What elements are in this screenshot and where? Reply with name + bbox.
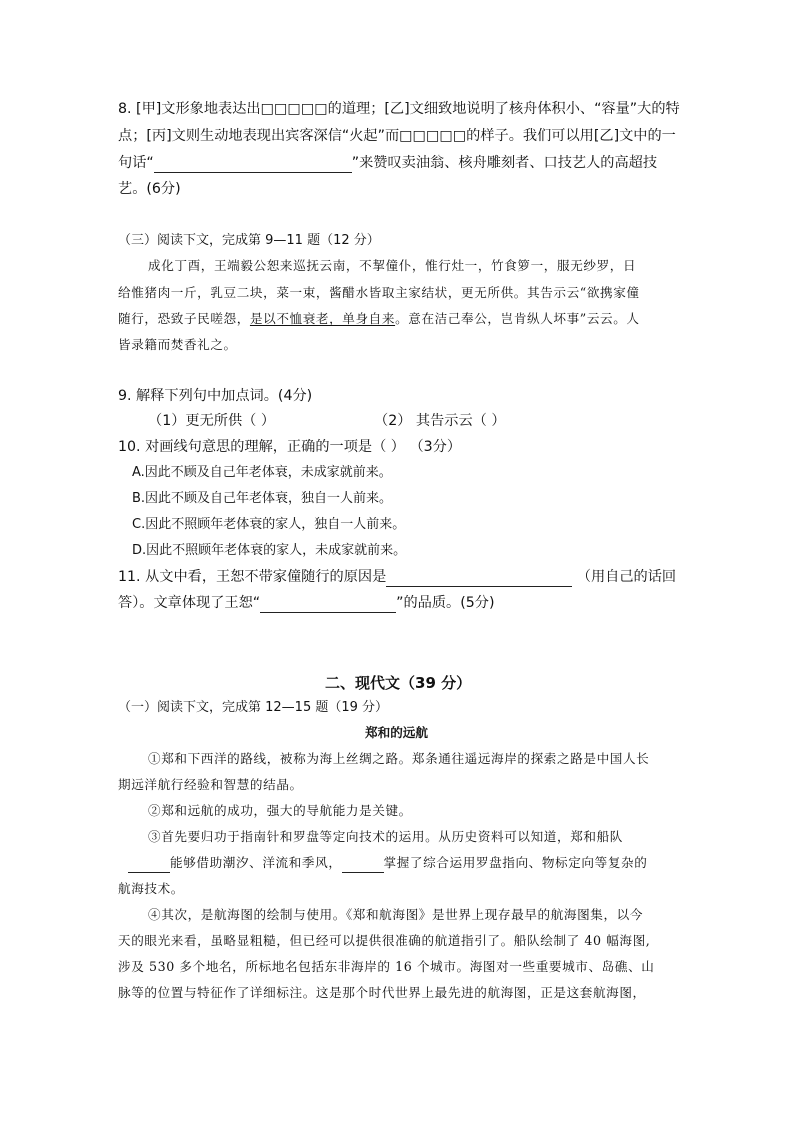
passage-line-3-pre: 随行，恐致子民嗟怨， [118, 311, 250, 326]
underlined-sentence: 是以不恤衰老，单身自来 [249, 311, 396, 326]
passage-line-4: 皆录籍而焚香礼之。 [118, 337, 237, 352]
q9-item-1: （1）更无所供（ ） [148, 413, 276, 429]
q8-line-3-pre: 句话“ [118, 155, 154, 171]
passage-line-3-post: 。意在洁己奉公，岂肯纵人坏事”云云。人 [395, 311, 640, 326]
q11-line-1 [118, 567, 676, 587]
article-p3-line-2 [128, 853, 647, 873]
q8-line-1: 8. [甲]文形象地表达出□□□□□的道理；[乙]文细致地说明了核舟体积小、“容量”大的特 [118, 101, 680, 117]
q9-stem: 9. 解释下列句中加点词。(4分) [118, 388, 313, 404]
q8-answer-blank[interactable] [154, 157, 352, 173]
q10-option-a[interactable]: A.因此不顾及自己年老体衰，未成家就前来。 [132, 465, 392, 480]
passage-line-2: 给惟猪肉一斤，乳豆二块，菜一束，酱醋水皆取主家结状，更无所供。其告示云“欲携家僮 [118, 285, 640, 300]
q11-reason-blank[interactable] [386, 571, 572, 587]
article-p4-line-3: 涉及 530 多个地名，所标地名包括东非海岸的 16 个城市。海图对一些重要城市、岛礁、山 [118, 959, 655, 974]
q8-line-3-post: ”来赞叹卖油翁、核舟雕刻者、口技艺人的高超技 [351, 155, 658, 171]
article-p2: ②郑和远航的成功，强大的导航能力是关键。 [148, 803, 412, 818]
article-blank-1[interactable] [128, 858, 170, 873]
q11-line-2-post: ”的品质。(5分) [396, 595, 495, 611]
article-blank-2[interactable] [342, 858, 384, 873]
article-p3-line-1: ③首先要归功于指南针和罗盘等定向技术的运用。从历史资料可以知道，郑和船队 [148, 829, 623, 844]
part2-heading: 二、现代文（39 分） [325, 674, 472, 692]
section3-heading: （三）阅读下文，完成第 9—11 题（12 分） [118, 233, 380, 248]
q11-line-2-pre: 答）。文章体现了王恕“ [118, 595, 261, 611]
passage-line-3 [118, 309, 640, 329]
q8-line-2: 点；[丙]文则生动地表现出宾客深信“火起”而□□□□□的样子。我们可以用[乙]文中的一 [118, 128, 676, 144]
article-p3-line-2-mid: 能够借助潮汐、洋流和季风， [170, 855, 342, 870]
article-p4-line-2: 天的眼光来看，虽略显粗糙，但已经可以提供很准确的航道指引了。船队绘制了 40 幅海图, [118, 933, 651, 948]
q10-stem: 10. 对画线句意思的理解，正确的一项是（ ） （3分） [118, 439, 462, 455]
article-p1-line-1: ①郑和下西洋的路线，被称为海上丝绸之路。郑条通往遥远海岸的探索之路是中国人长 [148, 751, 650, 766]
q11-quality-blank[interactable] [260, 597, 396, 613]
article-p1-line-2: 期远洋航行经验和智慧的结晶。 [118, 777, 303, 792]
article-p3-line-2-post: 掌握了综合运用罗盘指向、物标定向等复杂的 [383, 855, 648, 870]
q11-line-2 [118, 593, 495, 613]
article-p3-line-3: 航海技术。 [118, 881, 184, 896]
q9-item-2: （2） 其告示云（ ） [374, 413, 506, 429]
q10-option-c[interactable]: C.因此不照顾年老体衰的家人，独自一人前来。 [132, 517, 406, 532]
q11-line-1-pre: 11. 从文中看，王恕不带家僮随行的原因是 [118, 569, 387, 585]
article-title: 郑和的远航 [365, 725, 428, 740]
article-p4-line-4: 脉等的位置与特征作了详细标注。这是那个时代世界上最先进的航海图，正是这套航海图， [118, 985, 646, 1000]
q11-line-1-post: （用自己的话回 [572, 569, 677, 585]
q8-line-4: 艺。(6分) [118, 181, 181, 197]
q8-line-3 [118, 153, 657, 173]
passage-line-1: 成化丁酉，王端毅公恕来巡抚云南，不挈僮仆，惟行灶一，竹食箩一，服无纱罗，日 [148, 258, 637, 273]
article-p4-line-1: ④其次，是航海图的绘制与使用。《郑和航海图》是世界上现存最早的航海图集，以今 [148, 907, 644, 922]
q10-option-b[interactable]: B.因此不顾及自己年老体衰，独自一人前来。 [132, 491, 393, 506]
part2-subheading: （一）阅读下文，完成第 12—15 题（19 分） [118, 700, 389, 715]
q10-option-d[interactable]: D.因此不照顾年老体衰的家人，未成家就前来。 [132, 543, 407, 558]
